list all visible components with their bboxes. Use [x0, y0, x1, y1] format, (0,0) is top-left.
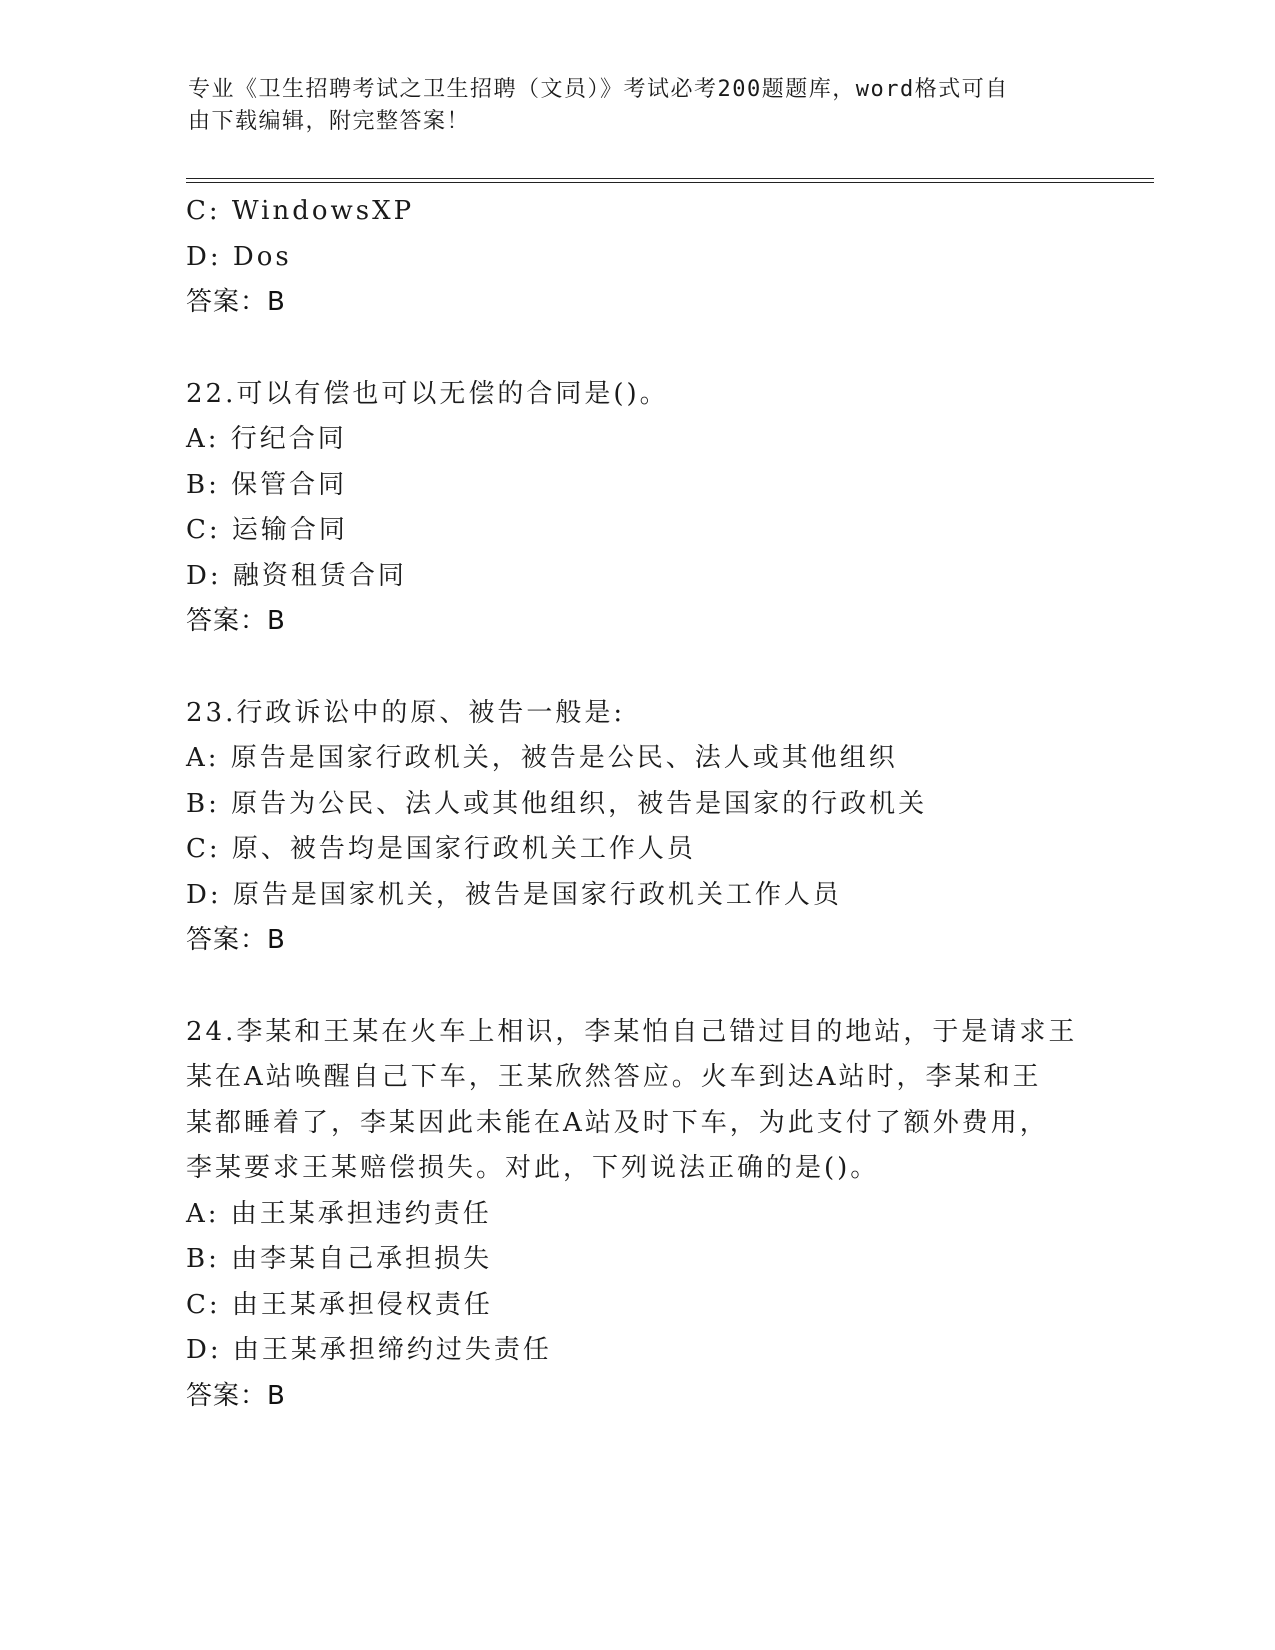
page-header — [188, 74, 1068, 138]
option-c: C: 由王某承担侵权责任 — [186, 1289, 493, 1320]
option-a: A: 行纪合同 — [186, 424, 347, 454]
question-22 — [186, 372, 1086, 645]
answer: 答案：B — [186, 287, 286, 317]
option-d: D: 原告是国家机关，被告是国家行政机关工作人员 — [186, 879, 842, 910]
answer: 答案：B — [186, 1380, 286, 1411]
option-c: C: 运输合同 — [186, 515, 348, 545]
header-line-1: 专业《卫生招聘考试之卫生招聘（文员）》考试必考200题题库，word格式可自 — [188, 77, 1009, 102]
option-d: D: 由王某承担缔约过失责任 — [186, 1335, 552, 1365]
question-24 — [186, 1010, 1086, 1420]
question-stem-line-4: 李某要求王某赔偿损失。对此，下列说法正确的是()。 — [186, 1153, 880, 1183]
option-a: A: 由王某承担违约责任 — [186, 1198, 492, 1229]
header-divider — [186, 178, 1154, 183]
question-stem-line-1: 24.李某和王某在火车上相识，李某怕自己错过目的地站，于是请求王 — [186, 1016, 1078, 1047]
option-a: A: 原告是国家行政机关，被告是公民、法人或其他组织 — [186, 743, 898, 773]
option-c: C: 原、被告均是国家行政机关工作人员 — [186, 834, 696, 864]
option-b: B: 原告为公民、法人或其他组织，被告是国家的行政机关 — [186, 788, 928, 819]
question-spacer — [186, 645, 1086, 691]
question-23 — [186, 691, 1086, 964]
option-d: D: 融资租赁合同 — [186, 560, 407, 591]
answer: 答案：B — [186, 606, 286, 636]
question-21-continued — [186, 189, 1086, 326]
question-stem: 22.可以有偿也可以无偿的合同是()。 — [186, 378, 669, 409]
option-c: C: WindowsXP — [186, 196, 415, 226]
question-spacer — [186, 326, 1086, 372]
question-stem-line-2: 某在A站唤醒自己下车，王某欣然答应。火车到达A站时，李某和王 — [186, 1062, 1042, 1092]
option-b: B: 保管合同 — [186, 469, 348, 500]
header-line-2: 由下载编辑，附完整答案！ — [188, 109, 471, 134]
question-stem-line-3: 某都睡着了，李某因此未能在A站及时下车，为此支付了额外费用， — [186, 1107, 1049, 1138]
option-b: B: 由李某自己承担损失 — [186, 1244, 493, 1274]
question-stem: 23.行政诉讼中的原、被告一般是: — [186, 697, 626, 728]
document-body — [186, 189, 1086, 1419]
answer: 答案：B — [186, 925, 286, 955]
question-spacer — [186, 964, 1086, 1010]
option-d: D: Dos — [186, 241, 292, 272]
